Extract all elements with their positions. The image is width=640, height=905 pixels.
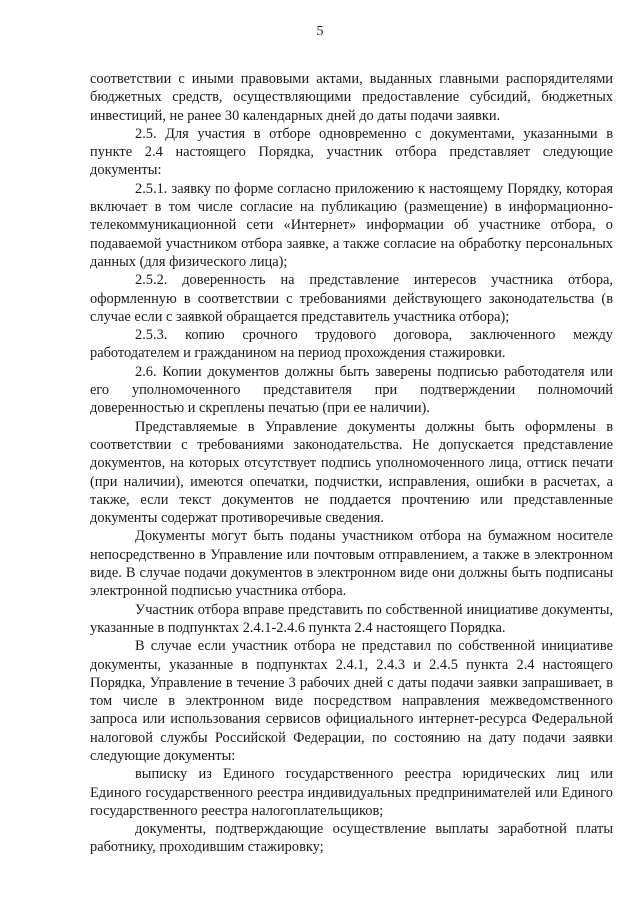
paragraph-submission: Документы могут быть поданы участником отбора на бумажном носителе непосредственно в Управление или почтовым отправлением, а также в электронном виде. В случае подачи документов в электронном виде они должны быть подписаны электронной подписью участника отбора. <box>90 528 613 600</box>
paragraph-interagency-request: В случае если участник отбора не представил по собственной инициативе документы, указанные в подпунктах 2.4.1, 2.4.3 и 2.4.5 пункта 2.4 настоящего Порядка, Управление в течение 3 рабочих дней с даты подачи заявки запрашивает, в том числе в электронном виде посредством направления межведомственного запроса или использования сервисов официального интернет-ресурса Федеральной налоговой службы Российской Федерации, по состоянию на дату подачи заявки следующие документы: <box>90 638 613 764</box>
document-body <box>90 70 613 857</box>
paragraph-2-5: 2.5. Для участия в отборе одновременно с документами, указанными в пункте 2.4 настоящего Порядка, участник отбора представляет следующие документы: <box>90 125 613 179</box>
paragraph-2-5-1: 2.5.1. заявку по форме согласно приложению к настоящему Порядку, которая включает в том числе согласие на публикацию (размещение) в информационно-телекоммуникационной сети «Интернет» информации об участнике отбора, о подаваемой участником отбора заявке, а также согласие на обработку персональных данных (для физического лица); <box>90 180 613 270</box>
paragraph-own-initiative: Участник отбора вправе представить по собственной инициативе документы, указанные в подпунктах 2.4.1-2.4.6 пункта 2.4 настоящего Порядка. <box>90 601 613 636</box>
paragraph-2-6: 2.6. Копии документов должны быть заверены подписью работодателя или его уполномоченного представителя при подтверждении полномочий доверенностью и скреплены печатью (при ее наличии). <box>90 363 613 417</box>
paragraph-salary-documents: документы, подтверждающие осуществление выплаты заработной платы работнику, проходившим стажировку; <box>90 821 613 856</box>
page-number: 5 <box>316 24 324 39</box>
paragraph-2-5-2: 2.5.2. доверенность на представление интересов участника отбора, оформленную в соответствии с требованиями действующего законодательства (в случае если с заявкой обращается представитель участника отбора); <box>90 272 613 325</box>
paragraph-requirements: Представляемые в Управление документы должны быть оформлены в соответствии с требованиями законодательства. Не допускается представление документов, на которых отсутствует подпись уполномоченного лица, оттиск печати (при наличии), имеются опечатки, подчистки, исправления, ошибки в расчетах, а также, если текст документов не поддается прочтению или представленные документы содержат противоречивые сведения. <box>90 418 613 527</box>
paragraph-2-5-3: 2.5.3. копию срочного трудового договора, заключенного между работодателем и гражданином на период прохождения стажировки. <box>90 327 613 362</box>
paragraph-registry-extract: выписку из Единого государственного реестра юридических лиц или Единого государственного реестра индивидуальных предпринимателей или Единого государственного реестра налогоплательщиков; <box>90 766 613 819</box>
paragraph-continuation: соответствии с иными правовыми актами, выданных главными распорядителями бюджетных средств, осуществляющими предоставление субсидий, бюджетных инвестиций, не ранее 30 календарных дней до даты подачи заявки. <box>90 71 613 124</box>
